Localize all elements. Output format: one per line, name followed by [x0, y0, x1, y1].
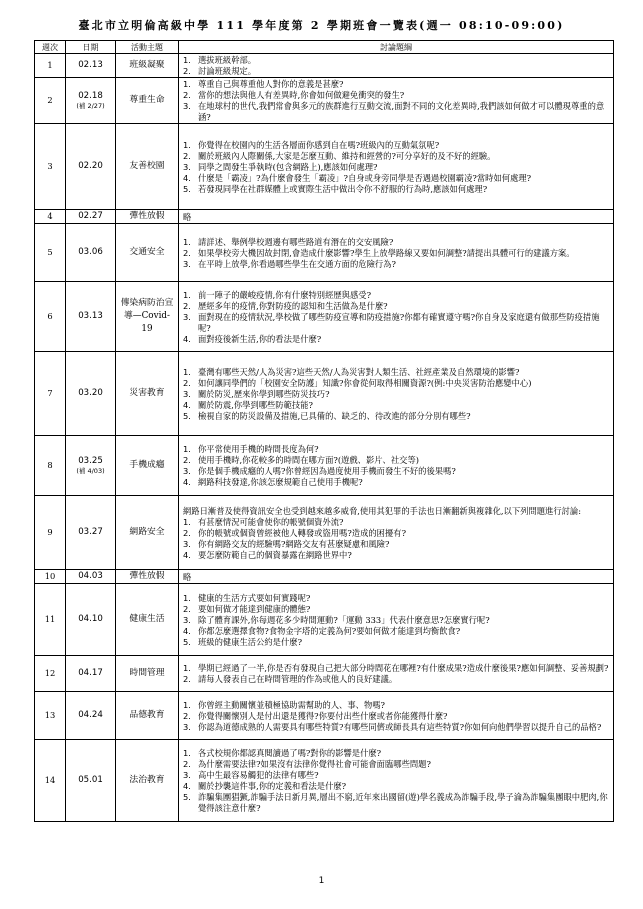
- question-text: 你有網路交友的經驗嗎?網路交友有甚麼疑慮和風險?: [198, 538, 390, 549]
- outline-cell: [179, 692, 614, 740]
- question-number: 1.: [183, 592, 191, 603]
- question-item: [183, 593, 610, 604]
- question-number: 4.: [183, 399, 191, 410]
- outline-cell: [179, 210, 614, 224]
- question-number: 1.: [183, 516, 191, 527]
- question-item: [183, 626, 610, 637]
- question-item: [183, 334, 610, 345]
- date-cell: [66, 210, 116, 224]
- week-cell: 12: [35, 656, 66, 692]
- question-text: 在地球村的世代,我們常會與多元的族群進行互動交流,面對不同的文化差異時,我們該如何做才可以體現尊重的意涵?: [198, 101, 605, 122]
- question-item: [183, 162, 610, 173]
- question-number: 3.: [183, 466, 191, 476]
- week-cell: 14: [35, 740, 66, 822]
- date-value: 02.18: [78, 90, 103, 101]
- outline-cell: [179, 54, 614, 78]
- question-number: 5.: [183, 636, 191, 647]
- date-value: 02.13: [78, 60, 103, 70]
- date-value: 04.03: [78, 571, 103, 581]
- question-item: [183, 615, 610, 626]
- topic-cell: 網路安全: [116, 496, 179, 570]
- date-value: 03.13: [78, 311, 103, 321]
- question-text: 關於防災,歷來你學到哪些防災技巧?: [198, 388, 330, 399]
- question-item: [183, 517, 610, 528]
- date-value: 03.06: [78, 247, 103, 257]
- question-text: 討論班級規定。: [198, 66, 257, 76]
- table-row: [35, 352, 614, 436]
- question-text: 詐騙集團猖獗,詐騙手法日新月異,層出不窮,近年來出國留(遊)學名義成為詐騙手段,學子淪為詐騙集團眼中肥肉,你覺得該注意什麼?: [198, 792, 608, 813]
- question-item: [183, 151, 610, 162]
- date-value: 05.01: [78, 775, 103, 785]
- table-row: [35, 54, 614, 78]
- topic-cell: 品德教育: [116, 692, 179, 740]
- topic-cell: 健康生活: [116, 584, 179, 656]
- question-text: 如何讓同學們的「校園安全防護」知識?你會從何取得相關資源?(例:中央災害防治應變中心): [198, 377, 532, 388]
- date-value: 02.20: [78, 161, 103, 171]
- question-item: [183, 312, 610, 334]
- table-body: [35, 54, 614, 822]
- question-number: 1.: [183, 79, 191, 89]
- table-row: [35, 210, 614, 224]
- question-list: [183, 700, 610, 733]
- question-text: 除了體育課外,你每週花多少時間運動?「運動 333」代表什麼意思?怎麼實行呢?: [198, 614, 490, 625]
- question-text: 你的帳號或個資曾經被他人轉發或盜用嗎?造成的困擾有?: [198, 527, 407, 538]
- outline-cell: [179, 282, 614, 352]
- table-row: [35, 584, 614, 656]
- question-text: 高中生最容易觸犯的法律有哪些?: [198, 770, 319, 780]
- outline-cell: [179, 570, 614, 584]
- outline-intro: 略: [183, 571, 192, 582]
- date-value: 03.20: [78, 388, 103, 398]
- question-text: 你覺得關懷別人是付出還是獲得?你要付出些什麼或者你能獲得什麼?: [198, 710, 448, 721]
- question-text: 你是個手機成癮的人嗎?你曾經因為過度使用手機而發生不好的後果嗎?: [198, 466, 456, 476]
- page-title: 臺北市立明倫高級中學 111 學年度第 2 學期班會一覽表(週一 08:10-09:00): [78, 19, 565, 32]
- question-item: [183, 66, 610, 77]
- question-number: 3.: [183, 388, 191, 399]
- table-row: [35, 656, 614, 692]
- date-cell: [66, 224, 116, 282]
- question-item: [183, 367, 610, 378]
- question-text: 面對疫後新生活,你的看法是什麼?: [198, 333, 322, 344]
- table-header-row: [35, 41, 614, 54]
- question-text: 如果學校旁大機因故封閉,會造成什麼影響?學生上放學路線又要如何調整?請提出具體可行的建議方案。: [198, 247, 575, 258]
- question-text: 關於防震,你學到哪些防範技能?: [198, 399, 313, 410]
- question-item: [183, 792, 610, 814]
- table-row: [35, 692, 614, 740]
- date-value: 03.25: [78, 455, 103, 466]
- date-value: 02.27: [78, 211, 103, 221]
- question-text: 當你的想法與他人有差異時,你會如何做避免衝突的發生?: [198, 90, 405, 100]
- topic-cell: 彈性放假: [116, 570, 179, 584]
- question-text: 你曾經主動關懷並積極協助需幫助的人、事、物嗎?: [198, 699, 385, 710]
- page-number: 1: [318, 876, 325, 886]
- question-text: 班級的健康生活公約是什麼?: [198, 636, 303, 647]
- question-text: 面對現在的疫情狀況,學校做了哪些防疫宣導和防疫措施?你都有確實遵守嗎?你自身及家庭還有做那些防疫措施呢?: [198, 311, 600, 333]
- question-number: 4.: [183, 781, 191, 791]
- question-item: [183, 700, 610, 711]
- question-item: [183, 290, 610, 301]
- question-list: [183, 517, 610, 561]
- question-text: 在平時上放學,你看過哪些學生在交通方面的危險行為?: [198, 258, 396, 269]
- date-cell: [66, 496, 116, 570]
- table-row: [35, 436, 614, 496]
- date-cell: [66, 570, 116, 584]
- question-list: [183, 663, 610, 685]
- week-cell: 5: [35, 224, 66, 282]
- date-value: 03.27: [78, 527, 103, 537]
- question-number: 2.: [183, 300, 191, 311]
- question-text: 選拔班級幹部。: [198, 55, 257, 65]
- question-item: [183, 140, 610, 151]
- question-number: 4.: [183, 625, 191, 636]
- topic-cell: 尊重生命: [116, 78, 179, 124]
- date-cell: [66, 740, 116, 822]
- header-date: 日期: [66, 41, 116, 54]
- question-item: [183, 477, 610, 488]
- question-list: [183, 140, 610, 195]
- outline-cell: [179, 124, 614, 210]
- question-text: 為什麼需要法律?如果沒有法律你覺得社會可能會面臨哪些問題?: [198, 759, 431, 769]
- question-text: 學期已經過了一半,你是否有發現自己把大部分時間花在哪裡?有什麼成果?造成什麼後果?應如何調整、妥善規劃?: [198, 663, 609, 673]
- question-number: 1.: [183, 55, 191, 65]
- date-cell: [66, 692, 116, 740]
- date-value: 04.24: [78, 710, 103, 720]
- question-item: [183, 748, 610, 759]
- question-item: [183, 663, 610, 674]
- question-number: 3.: [183, 614, 191, 625]
- question-number: 1.: [183, 139, 191, 150]
- question-number: 3.: [183, 770, 191, 780]
- question-text: 你平常使用手機的時間長度為何?: [198, 444, 319, 454]
- outline-cell: [179, 78, 614, 124]
- question-number: 1.: [183, 663, 191, 673]
- header-outline: 討論題綱: [179, 41, 614, 54]
- question-item: [183, 759, 610, 770]
- table-row: [35, 78, 614, 124]
- question-item: [183, 90, 610, 101]
- outline-cell: [179, 224, 614, 282]
- question-text: 檢視自家的防災設備及措施,已具備的、缺乏的、待改進的部分分別有哪些?: [198, 410, 471, 421]
- question-number: 3.: [183, 721, 191, 732]
- topic-cell: 班級凝聚: [116, 54, 179, 78]
- week-cell: 2: [35, 78, 66, 124]
- question-number: 2.: [183, 150, 191, 161]
- question-number: 1.: [183, 444, 191, 454]
- header-week: 週次: [35, 41, 66, 54]
- question-number: 2.: [183, 90, 191, 100]
- question-list: [183, 748, 610, 814]
- week-cell: 13: [35, 692, 66, 740]
- question-text: 你認為道德成熟的人需要具有哪些特質?有哪些同儕或師長具有這些特質?你如何向他們學習以提升自己的品格?: [198, 721, 602, 732]
- question-text: 關於抄襲這件事,你的定義和看法是什麼?: [198, 781, 347, 791]
- question-number: 3.: [183, 101, 191, 111]
- question-list: [183, 444, 610, 488]
- date-cell: [66, 78, 116, 124]
- table-row: [35, 224, 614, 282]
- question-text: 要怎麼防範自己的個資暴露在網路世界中?: [198, 549, 352, 560]
- table-row: [35, 124, 614, 210]
- table-row: [35, 740, 614, 822]
- question-item: [183, 539, 610, 550]
- date-cell: [66, 584, 116, 656]
- question-item: [183, 637, 610, 648]
- question-item: [183, 722, 610, 733]
- question-text: 請每人發表自己在時間管理的作為或他人的良好建議。: [198, 674, 398, 684]
- question-item: [183, 378, 610, 389]
- date-cell: [66, 124, 116, 210]
- question-item: [183, 550, 610, 561]
- question-number: 2.: [183, 66, 191, 76]
- week-cell: 8: [35, 436, 66, 496]
- outline-intro: 略: [183, 211, 192, 222]
- question-number: 4.: [183, 333, 191, 344]
- table-row: [35, 570, 614, 584]
- date-cell: [66, 656, 116, 692]
- week-cell: 3: [35, 124, 66, 210]
- question-text: 各式校規你都認真閱讀過了嗎?對你的影響是什麼?: [198, 748, 382, 758]
- outline-cell: [179, 496, 614, 570]
- question-item: [183, 466, 610, 477]
- question-number: 1.: [183, 289, 191, 300]
- question-text: 同學之間發生爭執時(包含網路上),應該如何處理?: [198, 161, 378, 172]
- question-item: [183, 411, 610, 422]
- question-number: 2.: [183, 455, 191, 465]
- outline-cell: [179, 656, 614, 692]
- question-text: 前一陣子的嚴峻疫情,你有什麼特別經歷與感受?: [198, 289, 372, 300]
- date-cell: [66, 282, 116, 352]
- table-row: [35, 496, 614, 570]
- table-row: [35, 282, 614, 352]
- topic-cell: 法治教育: [116, 740, 179, 822]
- question-number: 3.: [183, 161, 191, 172]
- outline-intro: 網路日漸普及使得資訊安全也受到越來越多威脅,使用其犯罪的手法也日漸翻新與複雜化,以下列問題進行討論:: [183, 505, 582, 516]
- date-cell: [66, 54, 116, 78]
- date-value: 04.10: [78, 614, 103, 624]
- question-text: 要如何做才能達到健康的體態?: [198, 603, 311, 614]
- week-cell: 11: [35, 584, 66, 656]
- question-list: [183, 237, 610, 270]
- outline-cell: [179, 436, 614, 496]
- question-item: [183, 79, 610, 90]
- question-item: [183, 781, 610, 792]
- question-number: 1.: [183, 366, 191, 377]
- question-text: 尊重自己與尊重他人對你的意義是甚麼?: [198, 79, 344, 89]
- question-item: [183, 528, 610, 539]
- question-list: [183, 55, 610, 77]
- question-text: 網路科技發達,你該怎麼規範自己使用手機呢?: [198, 477, 363, 487]
- question-text: 關於班級內人際關係,大家是怎麼互動、維持和經營的?可分享好的及不好的經驗。: [198, 150, 496, 161]
- question-text: 臺灣有哪些天然/人為災害?這些天然/人為災害對人類生活、社經產業及自然環境的影響?: [198, 366, 520, 377]
- question-item: [183, 604, 610, 615]
- topic-cell: 災害教育: [116, 352, 179, 436]
- question-item: [183, 55, 610, 66]
- question-item: [183, 259, 610, 270]
- question-list: [183, 593, 610, 648]
- question-item: [183, 184, 610, 195]
- question-number: 2.: [183, 527, 191, 538]
- schedule-table: [34, 40, 614, 822]
- outline-cell: [179, 740, 614, 822]
- date-note: (補 4/03): [76, 466, 105, 475]
- question-number: 4.: [183, 477, 191, 487]
- question-item: [183, 101, 610, 123]
- question-text: 什麼是「霸凌」?為什麼會發生「霸凌」?自身或身旁同學是否遇過校園霸凌?當時如何處理?: [198, 172, 532, 183]
- date-cell: [66, 352, 116, 436]
- week-cell: 1: [35, 54, 66, 78]
- question-list: [183, 79, 610, 123]
- question-item: [183, 400, 610, 411]
- question-item: [183, 173, 610, 184]
- question-number: 2.: [183, 674, 191, 684]
- question-item: [183, 455, 610, 466]
- date-note: (補 2/27): [76, 101, 105, 110]
- date-value: 04.17: [78, 668, 103, 678]
- question-item: [183, 674, 610, 685]
- question-number: 2.: [183, 710, 191, 721]
- question-item: [183, 770, 610, 781]
- topic-cell: 交通安全: [116, 224, 179, 282]
- question-text: 你都怎麼選擇食物?食物金字塔的定義為何?要如何做才能達到均衡飲食?: [198, 625, 461, 636]
- question-number: 3.: [183, 311, 191, 322]
- question-number: 3.: [183, 538, 191, 549]
- question-number: 1.: [183, 699, 191, 710]
- week-cell: 9: [35, 496, 66, 570]
- topic-cell: 友善校園: [116, 124, 179, 210]
- date-cell: [66, 436, 116, 496]
- outline-cell: [179, 352, 614, 436]
- question-list: [183, 367, 610, 422]
- week-cell: 6: [35, 282, 66, 352]
- week-cell: 4: [35, 210, 66, 224]
- question-text: 你覺得在校園內的生活各層面你感到自在嗎?班級內的互動氣氛呢?: [198, 139, 440, 150]
- topic-cell: 時間管理: [116, 656, 179, 692]
- question-text: 歷經多年的疫情,你對防疫的認知和生活做為是什麼?: [198, 300, 388, 311]
- question-text: 使用手機時,你花較多的時間在哪方面?(遊戲、影片、社交等): [198, 455, 419, 465]
- question-number: 2.: [183, 759, 191, 769]
- week-cell: 7: [35, 352, 66, 436]
- question-item: [183, 389, 610, 400]
- question-number: 2.: [183, 247, 191, 258]
- question-item: [183, 248, 610, 259]
- question-number: 1.: [183, 236, 191, 247]
- question-item: [183, 237, 610, 248]
- question-list: [183, 290, 610, 345]
- question-number: 3.: [183, 258, 191, 269]
- question-number: 5.: [183, 183, 191, 194]
- outline-cell: [179, 584, 614, 656]
- question-number: 5.: [183, 410, 191, 421]
- topic-cell: 手機成癮: [116, 436, 179, 496]
- question-text: 請詳述、舉例學校週邊有哪些路道有潛在的交安風險?: [198, 236, 394, 247]
- question-number: 2.: [183, 603, 191, 614]
- header-topic: 活動主題: [116, 41, 179, 54]
- question-text: 有甚麼情況可能會使你的帳號個資外流?: [198, 516, 344, 527]
- question-text: 若發現同學在社群媒體上或實際生活中做出令你不舒服的行為時,應該如何處理?: [198, 183, 488, 194]
- topic-cell: 彈性放假: [116, 210, 179, 224]
- question-number: 4.: [183, 549, 191, 560]
- topic-cell: 傳染病防治宣導—Covid-19: [116, 282, 179, 352]
- question-item: [183, 301, 610, 312]
- question-number: 4.: [183, 172, 191, 183]
- week-cell: 10: [35, 570, 66, 584]
- question-number: 1.: [183, 748, 191, 758]
- question-item: [183, 711, 610, 722]
- question-number: 5.: [183, 792, 191, 802]
- question-text: 健康的生活方式要如何實踐呢?: [198, 592, 311, 603]
- question-number: 2.: [183, 377, 191, 388]
- question-item: [183, 444, 610, 455]
